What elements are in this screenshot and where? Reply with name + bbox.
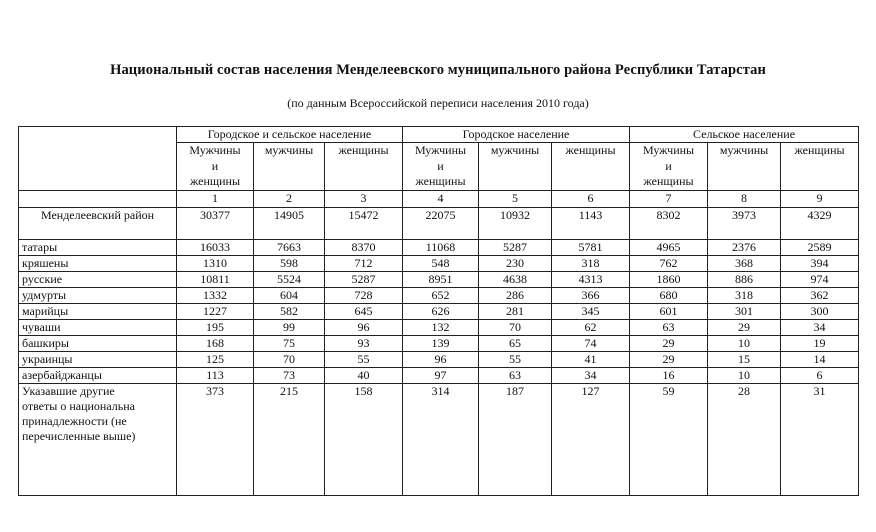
row-label-line: перечисленные выше)	[22, 428, 136, 443]
cell-value: 281	[479, 303, 552, 319]
table-row	[19, 239, 859, 255]
table-row-total	[19, 207, 859, 224]
column-number: 7	[630, 190, 708, 207]
cell-value: 712	[325, 255, 403, 271]
cell-value: 187	[479, 383, 552, 496]
cell-value: 22075	[403, 207, 479, 224]
cell-value: 16	[630, 367, 708, 383]
cell-value: 4313	[552, 271, 630, 287]
cell-value: 16033	[177, 239, 254, 255]
cell-value: 31	[781, 383, 859, 496]
spacer-row	[19, 224, 859, 239]
cell-value: 8370	[325, 239, 403, 255]
cell-value: 2376	[708, 239, 781, 255]
cell-value: 30377	[177, 207, 254, 224]
column-header	[781, 143, 859, 191]
row-label: чуваши	[19, 319, 177, 335]
corner-cell	[19, 127, 177, 191]
cell-value: 974	[781, 271, 859, 287]
cell-value: 7663	[254, 239, 325, 255]
cell-value: 301	[708, 303, 781, 319]
cell-value: 15472	[325, 207, 403, 224]
cell-value: 318	[552, 255, 630, 271]
cell-value: 195	[177, 319, 254, 335]
table-row	[19, 287, 859, 303]
spacer-cell	[552, 224, 630, 239]
cell-value: 5287	[325, 271, 403, 287]
row-label-line: принадлежности (не	[22, 413, 127, 428]
column-header-line: и	[211, 158, 219, 173]
cell-value: 29	[630, 351, 708, 367]
cell-value: 582	[254, 303, 325, 319]
cell-value: 300	[781, 303, 859, 319]
group-header: Городское население	[403, 127, 630, 143]
cell-value: 63	[630, 319, 708, 335]
column-header-line: мужчины	[490, 143, 540, 157]
cell-value: 394	[781, 255, 859, 271]
row-label: башкиры	[19, 335, 177, 351]
cell-value: 127	[552, 383, 630, 496]
cell-value: 34	[781, 319, 859, 335]
cell-value: 10	[708, 367, 781, 383]
cell-value: 158	[325, 383, 403, 496]
cell-value: 230	[479, 255, 552, 271]
population-table	[18, 126, 859, 496]
cell-value: 680	[630, 287, 708, 303]
column-header-line: Мужчины	[414, 143, 467, 157]
row-label: марийцы	[19, 303, 177, 319]
column-header-line: и	[437, 158, 444, 173]
row-label-line: ответы о национальна	[22, 398, 135, 413]
row-label: азербайджанцы	[19, 367, 177, 383]
cell-value: 99	[254, 319, 325, 335]
cell-value: 10	[708, 335, 781, 351]
column-number: 3	[325, 190, 403, 207]
column-header-line: мужчины	[264, 143, 314, 157]
cell-value: 11068	[403, 239, 479, 255]
column-header-line: женщины	[643, 174, 694, 188]
table-row	[19, 319, 859, 335]
row-label: Менделеевский район	[19, 207, 177, 224]
spacer-cell	[403, 224, 479, 239]
column-header-line: женщины	[794, 143, 845, 157]
column-header-line: женщины	[338, 143, 389, 157]
cell-value: 74	[552, 335, 630, 351]
cell-value: 601	[630, 303, 708, 319]
column-header	[479, 143, 552, 191]
column-header-line: Мужчины	[189, 143, 241, 157]
cell-value: 368	[708, 255, 781, 271]
cell-value: 15	[708, 351, 781, 367]
cell-value: 59	[630, 383, 708, 496]
row-label: удмурты	[19, 287, 177, 303]
column-number: 8	[708, 190, 781, 207]
cell-value: 14905	[254, 207, 325, 224]
cell-value: 1860	[630, 271, 708, 287]
column-header	[325, 143, 403, 191]
column-header-line: и	[665, 158, 672, 173]
cell-value: 1332	[177, 287, 254, 303]
cell-value: 5781	[552, 239, 630, 255]
cell-value: 548	[403, 255, 479, 271]
cell-value: 366	[552, 287, 630, 303]
column-number: 2	[254, 190, 325, 207]
cell-value: 28	[708, 383, 781, 496]
column-number: 5	[479, 190, 552, 207]
cell-value: 70	[479, 319, 552, 335]
cell-value: 5524	[254, 271, 325, 287]
cell-value: 5287	[479, 239, 552, 255]
column-header	[552, 143, 630, 191]
spacer-cell	[19, 224, 177, 239]
spacer-cell	[781, 224, 859, 239]
spacer-cell	[630, 224, 708, 239]
row-label-line: Указавшие другие	[22, 383, 115, 398]
column-header-line: женщины	[189, 174, 241, 188]
cell-value: 139	[403, 335, 479, 351]
cell-value: 75	[254, 335, 325, 351]
cell-value: 373	[177, 383, 254, 496]
cell-value: 652	[403, 287, 479, 303]
cell-value: 168	[177, 335, 254, 351]
cell-value: 6	[781, 367, 859, 383]
cell-value: 113	[177, 367, 254, 383]
cell-value: 62	[552, 319, 630, 335]
column-header	[708, 143, 781, 191]
column-header	[403, 143, 479, 191]
cell-value: 3973	[708, 207, 781, 224]
cell-value: 2589	[781, 239, 859, 255]
spacer-cell	[177, 224, 254, 239]
cell-value: 10811	[177, 271, 254, 287]
cell-value: 132	[403, 319, 479, 335]
cell-value: 93	[325, 335, 403, 351]
cell-value: 4638	[479, 271, 552, 287]
row-label: татары	[19, 239, 177, 255]
cell-value: 8302	[630, 207, 708, 224]
cell-value: 728	[325, 287, 403, 303]
table-row	[19, 351, 859, 367]
cell-value: 29	[708, 319, 781, 335]
column-number: 1	[177, 190, 254, 207]
cell-value: 626	[403, 303, 479, 319]
cell-value: 604	[254, 287, 325, 303]
cell-value: 10932	[479, 207, 552, 224]
cell-value: 73	[254, 367, 325, 383]
document-subtitle: (по данным Всероссийской переписи населения 2010 года)	[287, 96, 589, 110]
cell-value: 645	[325, 303, 403, 319]
row-label: украинцы	[19, 351, 177, 367]
table-row	[19, 367, 859, 383]
cell-value: 1143	[552, 207, 630, 224]
cell-value: 70	[254, 351, 325, 367]
column-number: 6	[552, 190, 630, 207]
row-label: кряшены	[19, 255, 177, 271]
spacer-cell	[325, 224, 403, 239]
cell-value: 286	[479, 287, 552, 303]
cell-value: 318	[708, 287, 781, 303]
cell-value: 29	[630, 335, 708, 351]
cell-value: 215	[254, 383, 325, 496]
column-header	[177, 143, 254, 191]
cell-value: 314	[403, 383, 479, 496]
column-header-line: женщины	[565, 143, 616, 157]
cell-value: 362	[781, 287, 859, 303]
group-header: Сельское население	[630, 127, 859, 143]
cell-value: 55	[479, 351, 552, 367]
cell-value: 8951	[403, 271, 479, 287]
cell-value: 97	[403, 367, 479, 383]
column-header	[254, 143, 325, 191]
cell-value: 886	[708, 271, 781, 287]
column-number: 4	[403, 190, 479, 207]
cell-value: 4965	[630, 239, 708, 255]
cell-value: 19	[781, 335, 859, 351]
spacer-cell	[479, 224, 552, 239]
cell-value: 41	[552, 351, 630, 367]
cell-value: 55	[325, 351, 403, 367]
cell-value: 14	[781, 351, 859, 367]
table-row-other	[19, 383, 859, 496]
column-header	[630, 143, 708, 191]
table-row	[19, 335, 859, 351]
group-header: Городское и сельское население	[177, 127, 403, 143]
table-row	[19, 255, 859, 271]
cell-value: 125	[177, 351, 254, 367]
table-row	[19, 303, 859, 319]
column-header-line: мужчины	[719, 143, 769, 157]
table-row	[19, 271, 859, 287]
cell-value: 1227	[177, 303, 254, 319]
row-label: русские	[19, 271, 177, 287]
cell-value: 96	[403, 351, 479, 367]
cell-value: 40	[325, 367, 403, 383]
corner-number-cell	[19, 190, 177, 207]
spacer-cell	[254, 224, 325, 239]
spacer-cell	[708, 224, 781, 239]
cell-value: 1310	[177, 255, 254, 271]
cell-value: 4329	[781, 207, 859, 224]
cell-value: 598	[254, 255, 325, 271]
document-title: Национальный состав населения Менделеевского муниципального района Республики Татарстан	[110, 62, 766, 78]
cell-value: 345	[552, 303, 630, 319]
column-header-line: Мужчины	[642, 143, 695, 157]
cell-value: 762	[630, 255, 708, 271]
column-header-line: женщины	[415, 174, 466, 188]
cell-value: 63	[479, 367, 552, 383]
row-label	[19, 383, 177, 496]
column-number: 9	[781, 190, 859, 207]
cell-value: 96	[325, 319, 403, 335]
cell-value: 34	[552, 367, 630, 383]
cell-value: 65	[479, 335, 552, 351]
